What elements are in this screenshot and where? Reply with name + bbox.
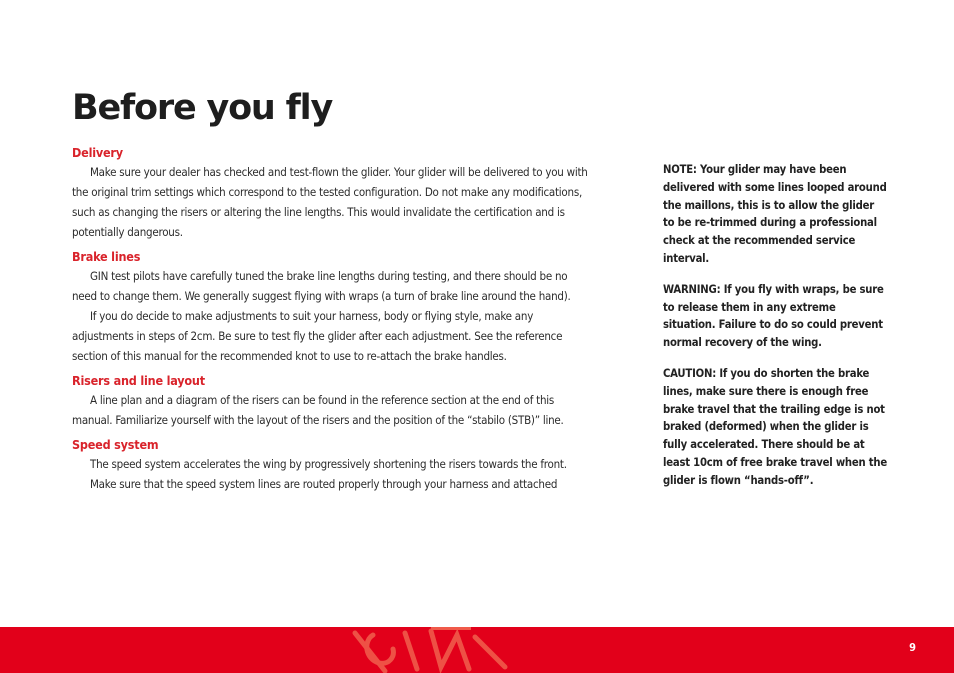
gin-logo-icon <box>345 627 515 673</box>
note-callout: NOTE: Your glider may have been delivered with some lines looped around the maillons, this is to allow the glider to be re-trimmed during a professional check at the recommended service interval. <box>663 163 887 265</box>
section-brake-lines <box>72 247 588 366</box>
paragraph: Make sure that the speed system lines are routed properly through your harness and attached <box>90 477 558 491</box>
section-heading: Speed system <box>72 437 159 452</box>
main-content <box>72 143 588 499</box>
caution-callout: CAUTION: If you do shorten the brake lines, make sure there is enough free brake travel that the trailing edge is not braked (deformed) when the glider is fully accelerated. There should be at least 10cm of free brake travel when the glider is flown “hands-off”. <box>663 366 887 487</box>
paragraph: The speed system accelerates the wing by progressively shortening the risers towards the front. <box>90 457 567 471</box>
page-title: Before you fly <box>72 88 333 128</box>
section-heading: Risers and line layout <box>72 373 205 388</box>
sidebar-notes <box>663 161 888 503</box>
paragraph: A line plan and a diagram of the risers can be found in the reference section at the end of this manual. Familiarize yourself with the layout of the risers and the position of the “stabilo (STB)” line. <box>72 393 564 427</box>
section-delivery <box>72 143 588 242</box>
paragraph: Make sure your dealer has checked and test-flown the glider. Your glider will be delivered to you with the original trim settings which correspond to the tested configuration. Do not make any modifications, such as changing the risers or altering the line lengths. This would invalidate the certification and is potentially dangerous. <box>72 165 588 239</box>
footer-bar <box>0 627 954 673</box>
paragraph: If you do decide to make adjustments to suit your harness, body or flying style, make any adjustments in steps of 2cm. Be sure to test fly the glider after each adjustment. See the reference section of this manual for the recommended knot to use to re-attach the brake handles. <box>72 309 563 363</box>
section-heading: Delivery <box>72 145 123 160</box>
section-risers-line-layout <box>72 371 588 430</box>
section-speed-system <box>72 435 588 494</box>
warning-callout: WARNING: If you fly with wraps, be sure to release them in any extreme situation. Failure to do so could prevent normal recovery of the wing. <box>663 282 884 350</box>
paragraph: GIN test pilots have carefully tuned the brake line lengths during testing, and there should be no need to change them. We generally suggest flying with wraps (a turn of brake line around the hand). <box>72 269 571 303</box>
page-number: 9 <box>909 641 916 654</box>
section-heading: Brake lines <box>72 249 141 264</box>
